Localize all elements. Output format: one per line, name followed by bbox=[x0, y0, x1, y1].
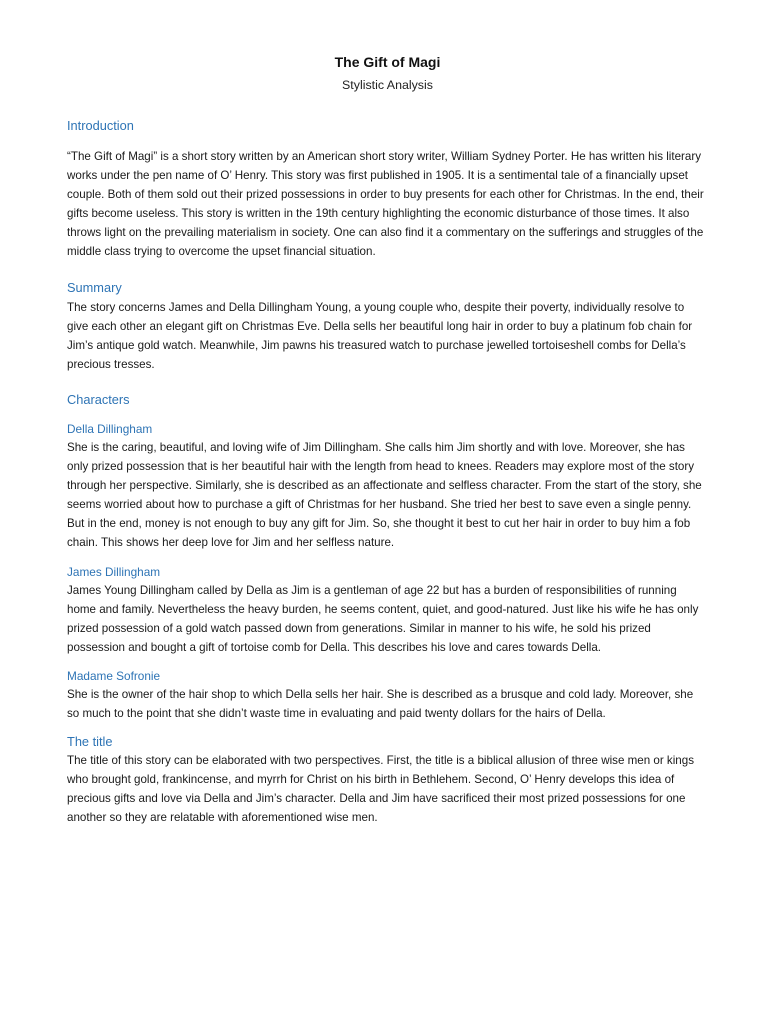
document-page bbox=[67, 52, 708, 827]
section-heading-characters: Characters bbox=[67, 391, 130, 407]
sofronie-paragraph: She is the owner of the hair shop to which Della sells her hair. She is described as a brusque and cold lady. Moreover, she so much to the point that she didn’t waste time in evaluating and paid twenty dollars for the hairs of Della. bbox=[67, 687, 694, 720]
subheading-james-dillingham: James Dillingham bbox=[67, 564, 161, 579]
section-heading-introduction: Introduction bbox=[67, 118, 134, 133]
introduction-paragraph: “The Gift of Magi” is a short story written by an American short story writer, William Sydney Porter. He has written his literary works under the pen name of O’ Henry. This story was first published in 1905. It is a sentimental tale of a financially upset couple. Both of them sold out their prized possessions in order to buy presents for each other for Christmas. In the end, their gifts become useless. This story is written in the 19th century highlighting the economic disturbance of those times. It also throws light on the prevailing materialism in society. One can also find it a commentary on the sufferings and struggles of the middle class trying to overcome the upset financial situation. bbox=[67, 150, 704, 259]
section-heading-summary: Summary bbox=[67, 279, 122, 295]
document-subtitle: Stylistic Analysis bbox=[342, 78, 433, 92]
james-paragraph: James Young Dillingham called by Della as Jim is a gentleman of age 22 but has a burden of responsibilities of running home and family. Nevertheless the heavy burden, he seems content, quiet, and good-natured. Just like his wife he has only prized possession of a gold watch passed down from generations. Similar in manner to his wife, he sold his prized possession and bought a gift of tortoise comb for Della. This describes his love and cares towards Della. bbox=[67, 583, 699, 654]
document-title: The Gift of Magi bbox=[334, 54, 441, 70]
subheading-della-dillingham: Della Dillingham bbox=[67, 421, 153, 436]
the-title-paragraph: The title of this story can be elaborated with two perspectives. First, the title is a biblical allusion of three wise men or kings who brought gold, frankincense, and myrrh for Christ on his birth in Bethlehem. Second, O’ Henry develops this idea of precious gifts and love via Della and Jim’s character. Della and Jim have sacrificed their most prized possessions for one another so they are relatable with aforementioned wise men. bbox=[67, 754, 694, 825]
subheading-madame-sofronie: Madame Sofronie bbox=[67, 668, 161, 683]
section-heading-the-title: The title bbox=[67, 734, 113, 750]
summary-paragraph: The story concerns James and Della Dillingham Young, a young couple who, despite their poverty, individually resolve to give each other an elegant gift on Christmas Eve. Della sells her beautiful long hair in order to buy a platinum fob chain for Jim’s antique gold watch. Meanwhile, Jim pawns his treasured watch to purchase jewelled tortoiseshell combs for Della’s precious tresses. bbox=[67, 300, 693, 371]
della-paragraph: She is the caring, beautiful, and loving wife of Jim Dillingham. She calls him Jim shortly and with love. Moreover, she has only prized possession that is her beautiful hair with the length from head to knees. Readers may explore most of the story through her perspective. Similarly, she is described as an affectionate and selfless character. From the start of the story, she seems worried about how to purchase a gift of Christmas for her husband. She tried her best to save even a single penny. But in the end, money is not enough to buy any gift for Jim. So, she thought it best to cut her hair in order to buy him a fob chain. This shows her deep love for Jim and her selfless nature. bbox=[67, 440, 702, 550]
